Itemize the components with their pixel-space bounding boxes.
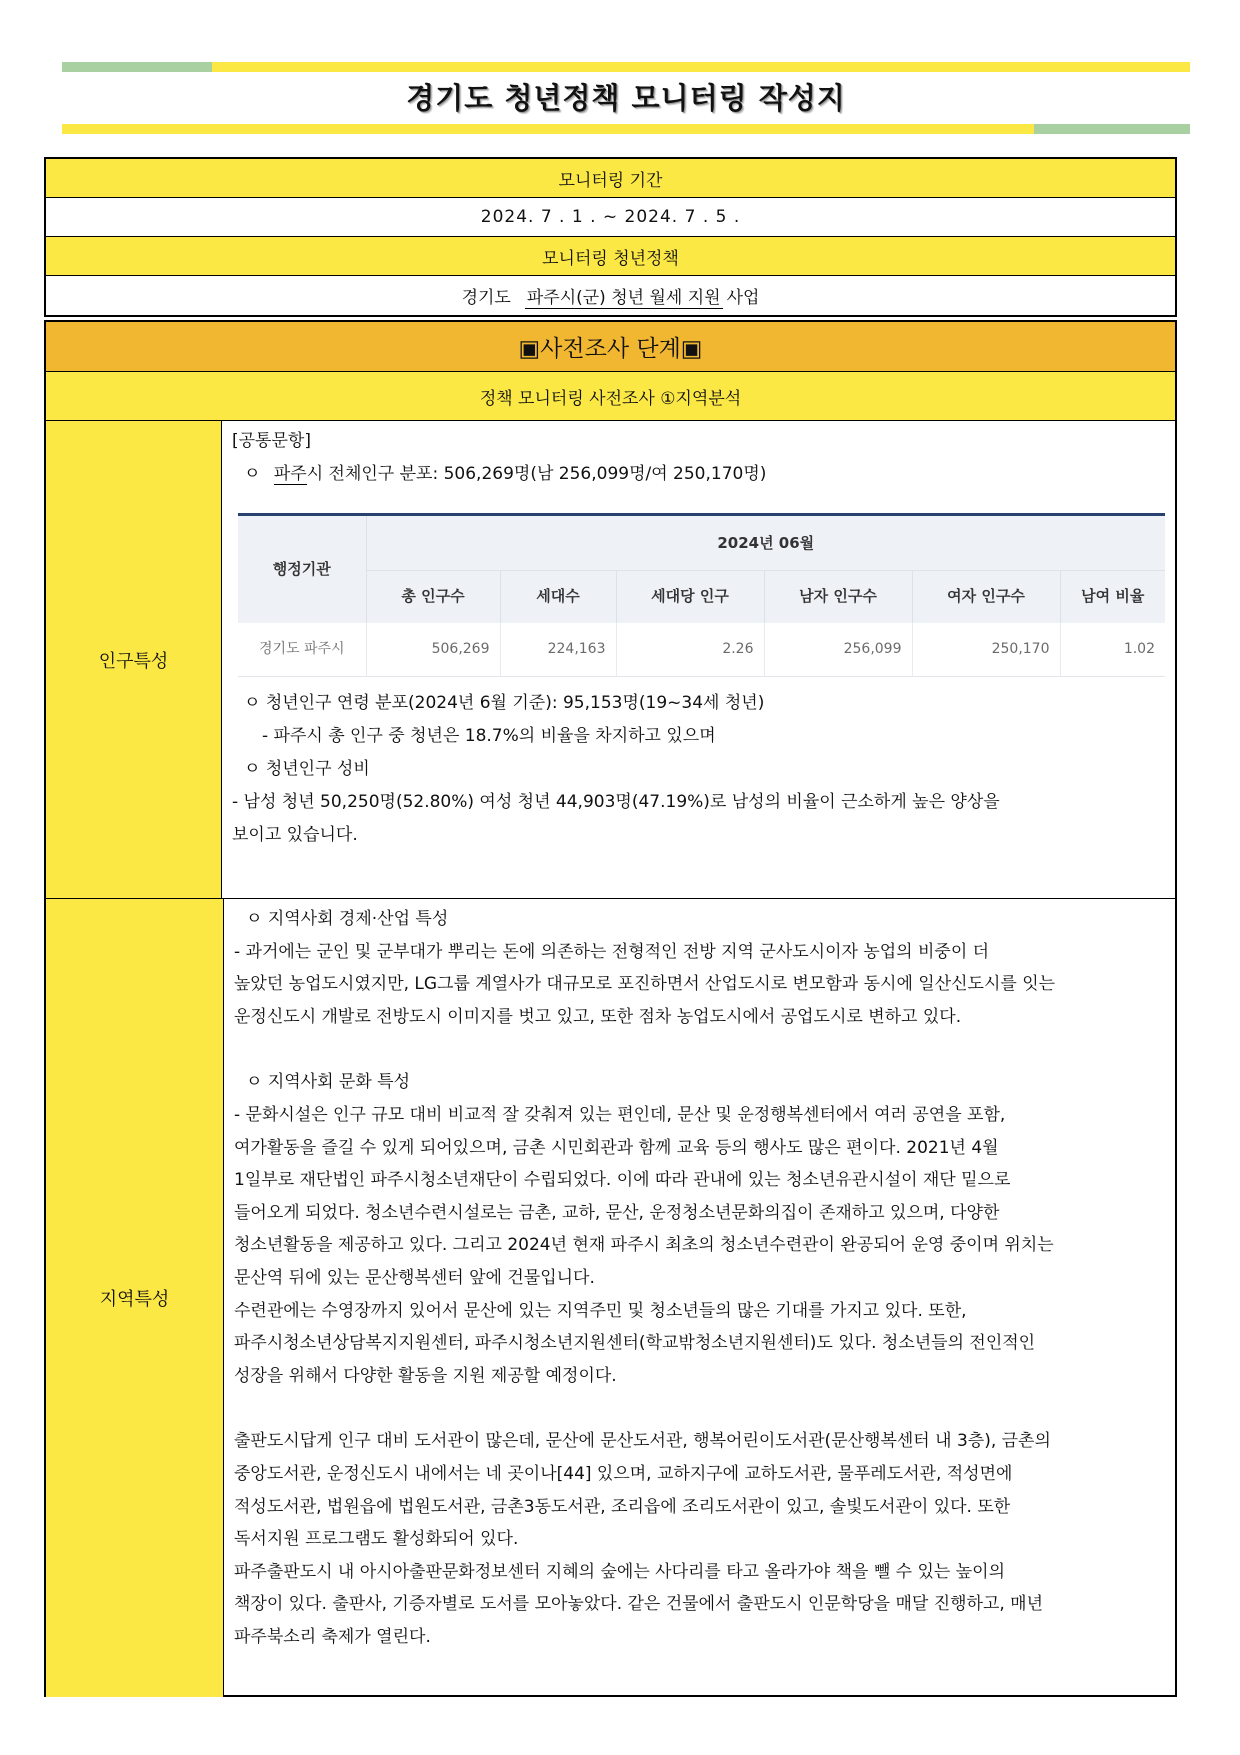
region-line: ㅇ 지역사회 문화 특성: [246, 1072, 411, 1093]
table-row: [238, 623, 1165, 677]
period-label: 모니터링 기간: [558, 170, 663, 191]
region-line: - 문화시설은 인구 규모 대비 비교적 잘 갖춰져 있는 편인데, 문산 및 운정행복센터에서 여러 공연을 포함,: [234, 1104, 1006, 1125]
policy-label: 모니터링 청년정책: [542, 248, 679, 269]
row-name: 경기도 파주시: [238, 623, 366, 677]
region-line: 중앙도서관, 운정신도시 내에서는 네 곳이나[44] 있으며, 교하지구에 교하도서관, 물푸레도서관, 적성면에: [234, 1463, 1013, 1484]
region-line: 적성도서관, 법원읍에 법원도서관, 금촌3동도서관, 조리읍에 조리도서관이 있고, 솔빛도서관이 있다. 또한: [234, 1496, 1011, 1517]
youth-sex-detail-1: - 남성 청년 50,250명(52.80%) 여성 청년 44,903명(47.19%)로 남성의 비율이 근소하게 높은 양상을: [232, 792, 1000, 812]
col-header: 총 인구수: [366, 571, 500, 623]
col-header: 세대당 인구: [616, 571, 764, 623]
youth-ratio-line: - 파주시 총 인구 중 청년은 18.7%의 비율을 차지하고 있으며: [262, 726, 716, 746]
document-title: 경기도 청년정책 모니터링 작성지: [406, 81, 846, 115]
region-line: 운정신도시 개발로 전방도시 이미지를 벗고 있고, 또한 점차 농업도시에서 공업도시로 변하고 있다.: [234, 1006, 962, 1027]
region-section: [46, 899, 1175, 1697]
stage-subtitle: 정책 모니터링 사전조사 ①지역분석: [46, 372, 1175, 421]
table-cell: 250,170: [912, 623, 1060, 677]
region-line: 책장이 있다. 출판사, 기증자별로 도서를 모아놓았다. 같은 건물에서 출판도시 인문학당을 매달 진행하고, 매년: [234, 1594, 1044, 1615]
total-population-line: [232, 458, 1165, 491]
city-name: 파주: [273, 464, 307, 484]
policy-value-row: [46, 276, 1175, 315]
title-bar-bottom-yellow: [62, 124, 1034, 134]
region-line: ㅇ 지역사회 경제·산업 특성: [246, 909, 449, 929]
monitoring-info-table: [44, 157, 1177, 317]
common-heading: [공통문항]: [232, 431, 311, 451]
region-line: 성장을 위해서 다양한 활동을 지원 제공할 예정이다.: [234, 1365, 617, 1386]
blank-line: [234, 1392, 1165, 1425]
title-bar-top-green: [62, 62, 212, 72]
bullet: ㅇ: [244, 464, 261, 484]
region-content: [224, 899, 1175, 1697]
policy-prefix: 경기도: [461, 288, 511, 308]
youth-sex-detail-2: 보이고 있습니다.: [232, 825, 358, 845]
region-line: 청소년활동을 제공하고 있다. 그리고 2024년 현재 파주시 최초의 청소년수련관이 완공되어 운영 중이며 위치는: [234, 1235, 1054, 1256]
youth-sex-line: ㅇ 청년인구 성비: [244, 759, 370, 779]
population-section: [46, 421, 1175, 899]
region-line: 높았던 농업도시였지만, LG그룹 계열사가 대규모로 포진하면서 산업도시로 변모함과 동시에 일산신도시를 잇는: [234, 974, 1056, 995]
period-value: 2024. 7 . 1 . ~ 2024. 7 . 5 .: [480, 207, 741, 227]
region-line: 여가활동을 즐길 수 있게 되어있으며, 금촌 시민회관과 함께 교육 등의 행사도 많은 편이다. 2021년 4월: [234, 1137, 999, 1158]
pre-survey-table: [44, 320, 1177, 1697]
policy-name: 파주시(군) 청년 월세 지원: [525, 283, 723, 309]
region-line: - 과거에는 군인 및 군부대가 뿌리는 돈에 의존하는 전형적인 전방 지역 군사도시이자 농업의 비중이 더: [234, 941, 990, 962]
col-header: 남여 비율: [1060, 571, 1165, 623]
region-line: 파주출판도시 내 아시아출판문화정보센터 지혜의 숲에는 사다리를 타고 올라가야 책을 뺄 수 있는 높이의: [234, 1561, 1005, 1582]
region-line: 파주북소리 축제가 열린다.: [234, 1626, 431, 1647]
policy-label-row: [46, 237, 1175, 276]
col-header: 남자 인구수: [764, 571, 912, 623]
table-cell: 224,163: [500, 623, 616, 677]
region-line: 수련관에는 수영장까지 있어서 문산에 있는 지역주민 및 청소년들의 많은 기대를 가지고 있다. 또한,: [234, 1300, 967, 1321]
population-content: [222, 421, 1175, 898]
stage-title: ▣사전조사 단계▣: [46, 322, 1175, 372]
population-table: [238, 513, 1165, 677]
policy-suffix: 사업: [726, 288, 760, 308]
period-label-row: [46, 159, 1175, 198]
table-cell: 2.26: [616, 623, 764, 677]
org-header: 행정기관: [238, 515, 366, 623]
col-header: 여자 인구수: [912, 571, 1060, 623]
region-line: 파주시청소년상담복지지원센터, 파주시청소년지원센터(학교밖청소년지원센터)도 있다. 청소년들의 전인적인: [234, 1333, 1036, 1354]
youth-age-line: ㅇ 청년인구 연령 분포(2024년 6월 기준): 95,153명(19~34세 청년): [244, 693, 765, 713]
region-line: 1일부로 재단법인 파주시청소년재단이 수립되었다. 이에 따라 관내에 있는 청소년유관시설이 재단 밑으로: [234, 1170, 1011, 1191]
col-header: 세대수: [500, 571, 616, 623]
total-population-text: 시 전체인구 분포: 506,269명(남 256,099명/여 250,170명): [306, 464, 767, 484]
population-label: 인구특성: [46, 421, 222, 898]
blank-line: [234, 1033, 1165, 1066]
table-cell: 1.02: [1060, 623, 1165, 677]
region-line: 들어오게 되었다. 청소년수련시설로는 금촌, 교하, 문산, 운정청소년문화의집이 존재하고 있으며, 다양한: [234, 1202, 1000, 1223]
period-header: 2024년 06월: [366, 515, 1165, 571]
region-label: 지역특성: [46, 899, 224, 1697]
table-cell: 256,099: [764, 623, 912, 677]
title-bar-bottom-green: [1034, 124, 1190, 134]
region-line: 독서지원 프로그램도 활성화되어 있다.: [234, 1529, 519, 1550]
table-cell: 506,269: [366, 623, 500, 677]
period-value-row: [46, 198, 1175, 237]
title-bar-top-yellow: [212, 62, 1190, 72]
region-line: 출판도시답게 인구 대비 도서관이 많은데, 문산에 문산도서관, 행복어린이도서관(문산행복센터 내 3층), 금촌의: [234, 1431, 1051, 1452]
region-line: 문산역 뒤에 있는 문산행복센터 앞에 건물입니다.: [234, 1267, 595, 1288]
